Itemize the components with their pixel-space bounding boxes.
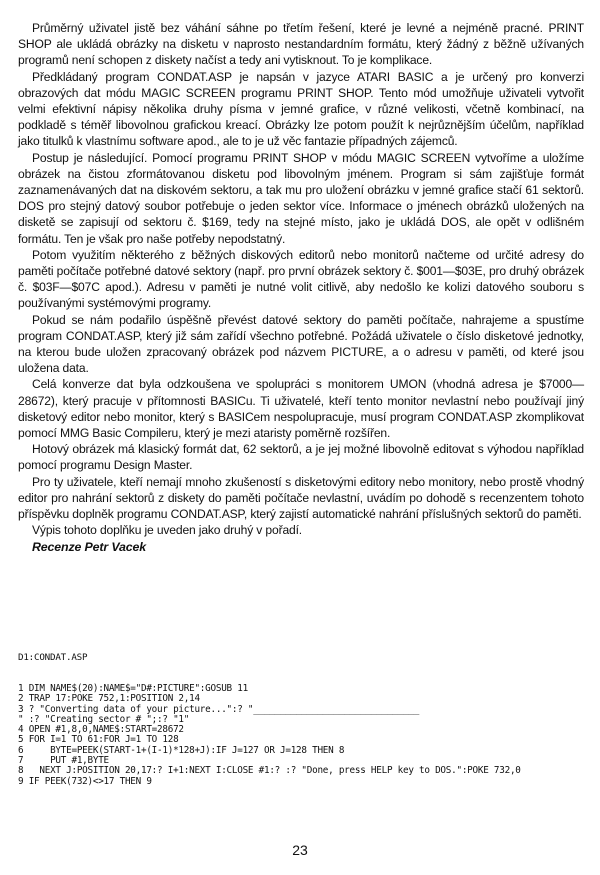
paragraph: Předkládaný program CONDAT.ASP je napsán v jazyce ATARI BASIC a je určený pro konverzi obrazových dat módu MAGIC SCREEN programu PRINT SHOP. Tento mód umožňuje uživateli vytvořit velmi efektivní nápisy několika druhy písma v jemné grafice, v různé velikosti, včetně kombinací, na podkladě s téměř libovolnou grafickou kreací. Obrázky lze potom použít k nejrůznějším účelům, například jako titulků k vlastnímu software apod., ale to je už věc fantazie případných zájemců. [18,69,584,149]
reviewer-byline: Recenze Petr Vacek [32,539,146,554]
paragraph: Pokud se nám podařilo úspěšně převést datové sektory do paměti počítače, nahrajeme a spustíme program CONDAT.ASP, který již sám zařídí všechno potřebné. Požádá uživatele o číslo disketové jednotky, na kterou bude uložen zpracovaný obrázek pod názvem PICTURE, a o adresu v paměti, od které jsou uložena data. [18,312,584,376]
paragraph: Pro ty uživatele, kteří nemají mnoho zkušeností s disketovými editory nebo monitory, nebo prostě vhodný editor pro nahrání sektorů z diskety do paměti počítače nevlastní, uvádím po dohodě s recenzentem tohoto příspěvku doplněk programu CONDAT.ASP, který zajistí automatické nahrání příslušných sektorů do paměti. [18,474,584,522]
paragraph: Celá konverze dat byla odzkoušena ve spolupráci s monitorem UMON (vhodná adresa je $7000—28672), který pracuje v přítomnosti BASICu. Ti uživatelé, kteří tento monitor nevlastní nebo používají jiný disketový editor nebo monitor, který s BASICem nespolupracuje, musí program CONDAT.ASP zkomplikovat pomocí MMG Basic Compileru, který je mezi ataristy poměrně rozšířen. [18,377,584,441]
paragraph: Potom využitím některého z běžných diskových editorů nebo monitorů načteme od určité adresy do paměti počítače potřebné datové sektory (např. pro první obrázek sektory č. $001—$03E, pro druhý obrázek č. $03F—$07C apod.). Adresu v paměti je nutné volit citlivě, aby nedošlo ke kolizi datového souboru s používanými systémovými programy. [18,247,584,311]
paragraph: Hotový obrázek má klasický formát dat, 62 sektorů, a je jej možné libovolně editovat s výhodou například pomocí programu Design Master. [18,442,584,473]
paragraph: Postup je následující. Pomocí programu PRINT SHOP v módu MAGIC SCREEN vytvoříme a uložíme obrázek na čistou zformátovanou disketu pod libovolným jménem. Program si sám zajišťuje formát zaznamenávaných dat na diskovém sektoru, a tak mu pro uložení obrázku v jemné grafice stačí 61 sektorů. DOS pro stejný datový soubor potřebuje o jeden sektor více. Informace o jménech obrázků uložených na disketě se zapisují od sektoru č. $169, tedy na stejné místo, jako je ukládá DOS, ale opět v odlišném formátu. Ten je však pro naše potřeby nepodstatný. [18,150,584,246]
listing-title: D1:CONDAT.ASP [18,652,88,663]
page-number: 23 [292,842,308,858]
paragraph: Průměrný uživatel jistě bez váhání sáhne po třetím řešení, které je levné a nejméně pracné. PRINT SHOP ale ukládá obrázky na disketu v naprosto nestandardním formátu, který žádný z běžně užívaných programů není schopen z diskety načíst a tedy ani vytisknout. To je komplikace. [18,21,584,68]
program-listing: 1 DIM NAME$(20):NAME$="D#:PICTURE":GOSUB 11 2 TRAP 17:POKE 752,1:POSITION 2,14 3 ? "Converting data of your picture...":? "_______________________________ " :? "Creating sector # ";:? "1" 4 OPEN #1,8,0,NAME$:START=28672 5 FOR I=1 TO 61:FOR J=1 TO 128 6 BYTE=PEEK(START-1+(I-1)*128+J):IF J=127 OR J=128 THEN 8 7 PUT #1,BYTE 8 NEXT J:POSITION 20,17:? I+1:NEXT I:CLOSE #1:? :? "Done, press HELP key to DOS.":POKE 732,0 9 IF PEEK(732)<>17 THEN 9 [18,683,521,787]
paragraph: Výpis tohoto doplňku je uveden jako druhý v pořadí. [32,523,303,538]
article-text [18,20,584,555]
